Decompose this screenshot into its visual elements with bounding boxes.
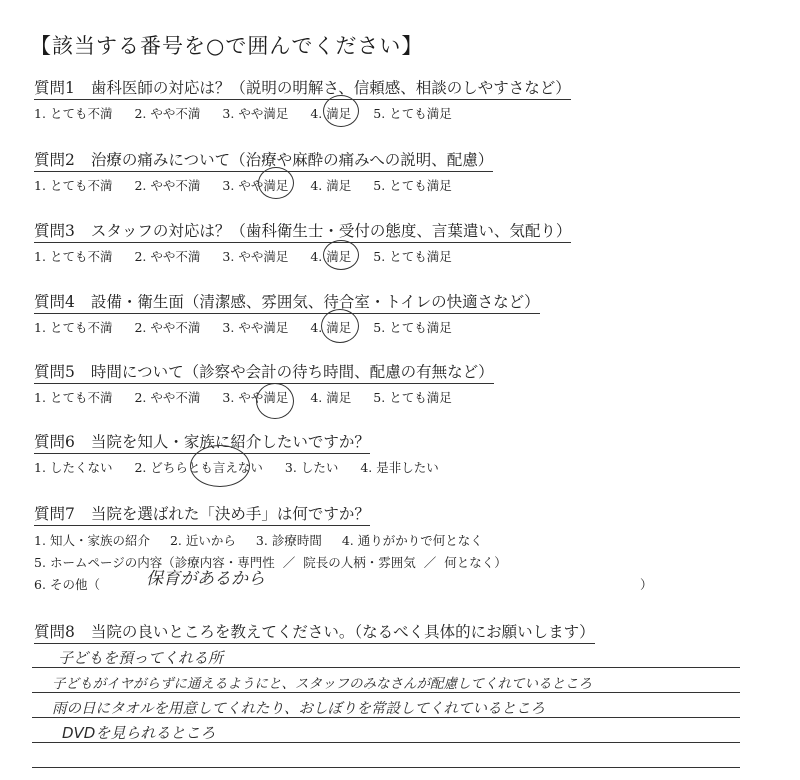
q6-option-4[interactable]: 4. 是非したい [360, 460, 439, 475]
question-7 [34, 504, 754, 598]
question-6-heading [34, 432, 370, 454]
q8-answer-line-1: 子どもを預ってくれる所 [58, 649, 224, 667]
q5-option-5[interactable]: 5. とても満足 [373, 390, 452, 405]
question-text: 設備・衛生面（清潔感、雰囲気、待合室・トイレの快適さなど） [90, 293, 540, 311]
q2-option-5[interactable]: 5. とても満足 [373, 178, 452, 193]
q8-answer-line-3: 雨の日にタオルを用意してくれたり、おしぼりを常設してくれているところ [52, 701, 545, 717]
separator: ／ [282, 555, 296, 570]
q1-option-3[interactable]: 3. やや満足 [222, 106, 289, 121]
q2-option-2[interactable]: 2. やや不満 [134, 178, 201, 193]
question-text: 当院を選ばれた「決め手」は何ですか？ [90, 505, 370, 523]
q4-options [34, 319, 754, 336]
question-2 [34, 150, 754, 194]
question-8 [34, 622, 754, 644]
q8-answer-line-4: DVDを見られるところ [62, 724, 216, 742]
q7-options-line-3 [34, 569, 754, 598]
question-number: 質問8 [34, 623, 75, 641]
question-text: スタッフの対応は？（歯科衛生士・受付の態度、言葉遣い、気配り） [90, 222, 572, 240]
q7-options-line-2 [34, 552, 754, 574]
q7-option-5[interactable]: 5. ホームページの内容（診療内容・専門性 ／ 院長の人柄・雰囲気 ／ 何となく） [34, 555, 507, 570]
q2-option-4[interactable]: 4. 満足 [310, 178, 352, 193]
question-4-heading [34, 292, 540, 314]
question-number: 質問6 [34, 433, 75, 451]
q3-option-2[interactable]: 2. やや不満 [134, 249, 201, 264]
question-5 [34, 362, 754, 406]
question-number: 質問7 [34, 505, 75, 523]
q2-option-1[interactable]: 1. とても不満 [34, 178, 113, 193]
question-1 [34, 78, 754, 122]
question-3-heading [34, 221, 571, 243]
question-5-heading [34, 362, 494, 384]
question-8-heading [34, 622, 595, 644]
q5-option-3[interactable]: 3. やや満足 [222, 389, 288, 406]
q1-option-1[interactable]: 1. とても不満 [34, 106, 113, 121]
question-number: 質問3 [34, 222, 75, 240]
homepage-detail-3: 何となく） [444, 555, 507, 570]
q2-options [34, 177, 754, 194]
q1-option-2[interactable]: 2. やや不満 [134, 106, 201, 121]
answer-rule [32, 767, 740, 768]
question-text: 歯科医師の対応は？（説明の明解さ、信頼感、相談のしやすさなど） [90, 79, 571, 97]
homepage-detail-1: （診療内容・専門性 [162, 555, 275, 570]
q5-option-4[interactable]: 4. 満足 [310, 390, 352, 405]
q6-option-1[interactable]: 1. したくない [34, 460, 113, 475]
q1-options [34, 105, 754, 122]
q7-option-3[interactable]: 3. 診療時間 [255, 533, 322, 548]
q1-option-4[interactable]: 4. 満足 [310, 105, 351, 122]
q1-option-5[interactable]: 5. とても満足 [373, 106, 452, 121]
q4-option-5[interactable]: 5. とても満足 [373, 320, 452, 335]
q6-option-2[interactable]: 2. どちらとも言えない [134, 459, 262, 476]
q4-option-4[interactable]: 4. 満足 [310, 319, 351, 336]
q6-options [34, 459, 754, 476]
q8-answer-line-2: 子どもがイヤがらずに通えるようにと、スタッフのみなさんが配慮してくれているところ [52, 676, 592, 692]
q3-option-3[interactable]: 3. やや満足 [222, 249, 289, 264]
q7-option-6[interactable]: 6. その他（ [34, 577, 100, 592]
question-number: 質問4 [34, 293, 75, 311]
question-number: 質問1 [34, 79, 75, 97]
question-text: 当院を知人・家族に紹介したいですか？ [90, 433, 370, 451]
q3-option-5[interactable]: 5. とても満足 [373, 249, 452, 264]
question-4 [34, 292, 754, 336]
question-2-heading [34, 150, 493, 172]
q7-option-1[interactable]: 1. 知人・家族の紹介 [34, 533, 150, 548]
q7-other-answer: 保育があるから [146, 569, 265, 589]
q3-options [34, 248, 754, 265]
question-number: 質問2 [34, 151, 75, 169]
q3-option-1[interactable]: 1. とても不満 [34, 249, 113, 264]
q2-option-3[interactable]: 3. やや満足 [222, 177, 288, 194]
separator: ／ [423, 555, 437, 570]
question-text: 治療の痛みについて（治療や麻酔の痛みへの説明、配慮） [90, 151, 494, 169]
question-6 [34, 432, 754, 476]
q7-option-2[interactable]: 2. 近いから [169, 533, 236, 548]
question-text: 時間について（診察や会計の待ち時間、配慮の有無など） [90, 363, 494, 381]
q6-option-3[interactable]: 3. したい [284, 460, 339, 475]
q5-options [34, 389, 754, 406]
question-1-heading [34, 78, 571, 100]
question-3 [34, 221, 754, 265]
question-text: 当院の良いところを教えてください。（なるべく具体的にお願いします） [90, 623, 595, 641]
q5-option-1[interactable]: 1. とても不満 [34, 390, 113, 405]
question-number: 質問5 [34, 363, 75, 381]
answer-rule [32, 692, 740, 693]
homepage-detail-2: 院長の人柄・雰囲気 [303, 555, 416, 570]
q5-option-2[interactable]: 2. やや不満 [134, 390, 201, 405]
q4-option-2[interactable]: 2. やや不満 [134, 320, 201, 335]
question-7-heading [34, 504, 370, 526]
q7-options-line-1 [34, 530, 754, 552]
q7-option-4[interactable]: 4. 通りがかりで何となく [341, 533, 483, 548]
q4-option-1[interactable]: 1. とても不満 [34, 320, 113, 335]
q7-other-close: ） [640, 577, 653, 592]
page-title: 【該当する番号を○で囲んでください】 [30, 34, 424, 58]
q4-option-3[interactable]: 3. やや満足 [222, 320, 289, 335]
q3-option-4[interactable]: 4. 満足 [310, 248, 351, 265]
